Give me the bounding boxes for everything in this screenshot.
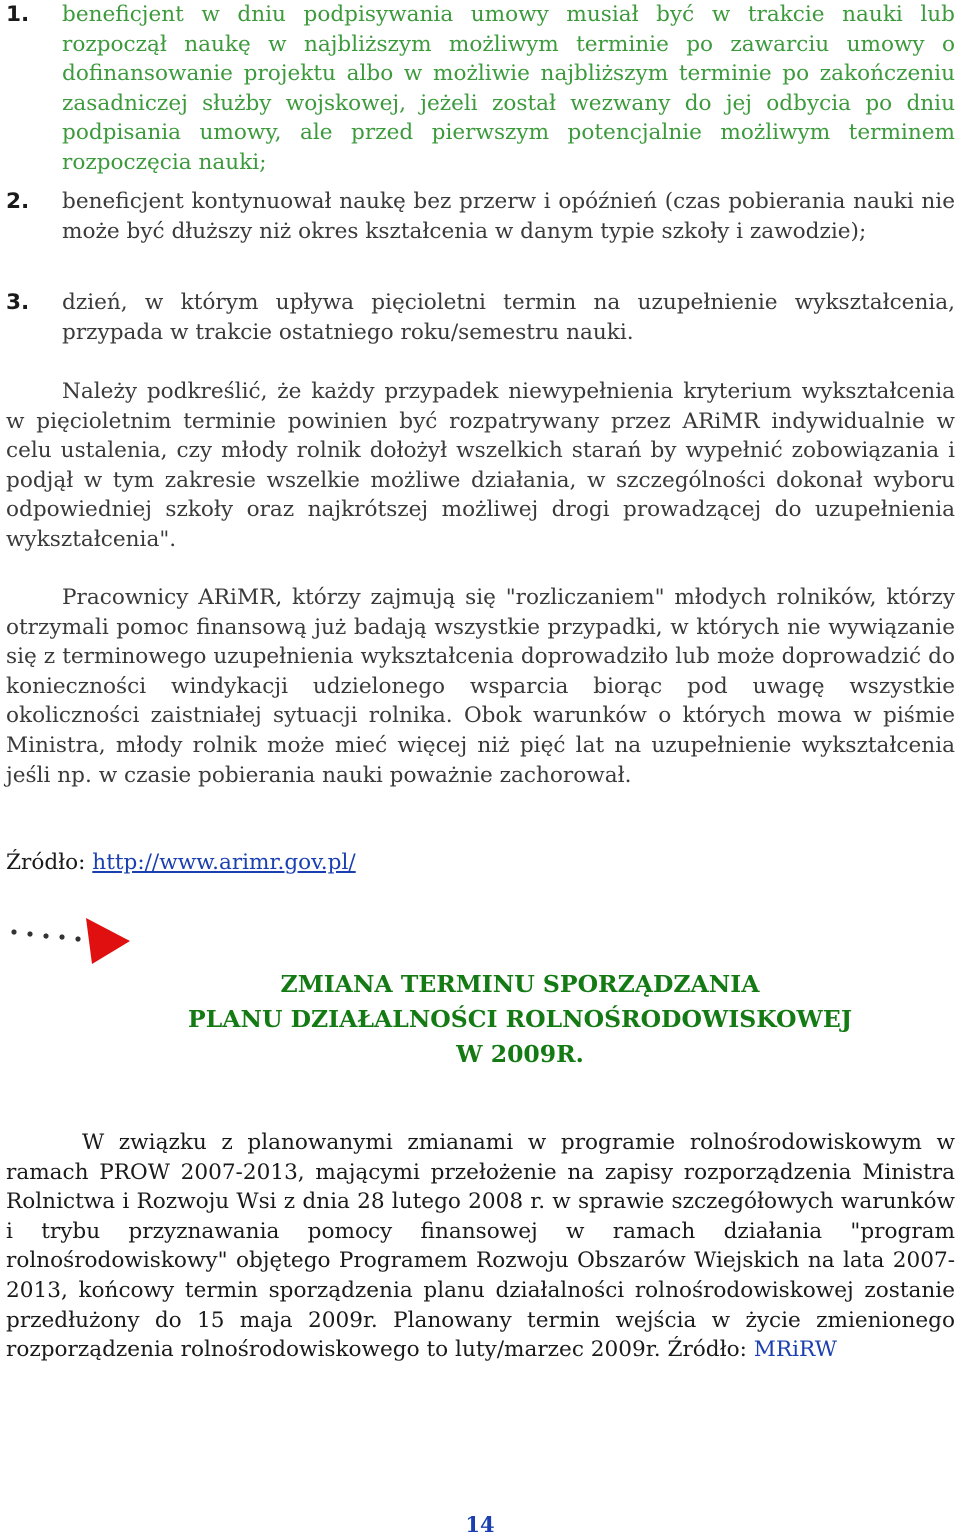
article-paragraph	[6, 1128, 955, 1365]
list-number: 1.	[6, 2, 30, 27]
list-item-1	[0, 0, 960, 178]
dotted-red-arrow-icon	[8, 916, 132, 966]
list-item-3	[0, 288, 960, 347]
article-source-label: Źródło:	[667, 1337, 754, 1363]
list-text: beneficjent w dniu podpisywania umowy musiał być w trakcie nauki lub rozpoczął naukę w najbliższym możliwym terminie po zawarciu umowy o dofinansowanie projektu albo w możliwie najbliższym terminie po zakończeniu zasadniczej służby wojskowej, jeżeli został wezwany do jej odbycia po dniu podpisania umowy, ale przed pierwszym potencjalnie możliwym terminem rozpoczęcia nauki;	[62, 2, 955, 175]
heading-line-2: PLANU DZIAŁALNOŚCI ROLNOŚRODOWISKOWEJ	[188, 1005, 852, 1033]
paragraph-2: Pracownicy ARiMR, którzy zajmują się "rozliczaniem" młodych rolników, którzy otrzymali pomoc finansową już badają wszystkie przypadki, w których nie wywiązanie się z terminowego uzupełnienia wykształcenia doprowadziło lub może doprowadzić do konieczności windykacji udzielonego wsparcia biorąc pod uwagę wszystkie okoliczności zaistniałej sytuacji rolnika. Obok warunków o których mowa w piśmie Ministra, młody rolnik może mieć więcej niż pięć lat na uzupełnienie wykształcenia jeśli np. w czasie pobierania nauki poważnie zachorował.	[6, 585, 955, 788]
section-heading	[120, 967, 920, 1072]
heading-line-1: ZMIANA TERMINU SPORZĄDZANIA	[280, 970, 760, 998]
paragraph-1: Należy podkreślić, że każdy przypadek niewypełnienia kryterium wykształcenia w pięcioletnim terminie powinien być rozpatrywany przez ARiMR indywidualnie w celu ustalenia, czy młody rolnik dołożył wszelkich starań by wypełnić zobowiązania i podjął w tym zakresie wszelkie możliwe działania, w szczególności dokonał wyboru odpowiedniej szkoły oraz najkrótszej możliwej drogi prowadzącej do uzupełnienia wykształcenia".	[6, 379, 955, 552]
heading-line-3: W 2009R.	[456, 1040, 584, 1068]
source-link[interactable]: http://www.arimr.gov.pl/	[92, 850, 356, 875]
list-number: 3.	[6, 290, 30, 315]
list-number: 2.	[6, 189, 30, 214]
list-text: beneficjent kontynuował naukę bez przerw i opóźnień (czas pobierania nauki nie może być dłuższy niż okres kształcenia w danym typie szkoły i zawodzie);	[62, 189, 955, 244]
article-text: W związku z planowanymi zmianami w programie rolnośrodowiskowym w ramach PROW 2007-2013, mającymi przełożenie na zapisy rozporządzenia Ministra Rolnictwa i Rozwoju Wsi z dnia 28 lutego 2008 r. w sprawie szczegółowych warunków i trybu przyznawania pomocy finansowej w ramach działania "program rolnośrodowiskowy" objętego Programem Rozwoju Obszarów Wiejskich na lata 2007-2013, końcowy termin sporządzenia planu działalności rolnośrodowiskowej zostanie przedłużony do 15 maja 2009r. Planowany termin wejścia w życie zmienionego rozporządzenia rolnośrodowiskowego to luty/marzec 2009r.	[6, 1130, 955, 1363]
source-label: Źródło:	[6, 850, 93, 875]
list-text: dzień, w którym upływa pięcioletni termin na uzupełnienie wykształcenia, przypada w trakcie ostatniego roku/semestru nauki.	[62, 290, 955, 345]
list-item-2	[0, 187, 960, 246]
source-line	[6, 848, 356, 878]
page-number: 14	[465, 1512, 495, 1537]
article-source-name: MRiRW	[753, 1337, 837, 1363]
